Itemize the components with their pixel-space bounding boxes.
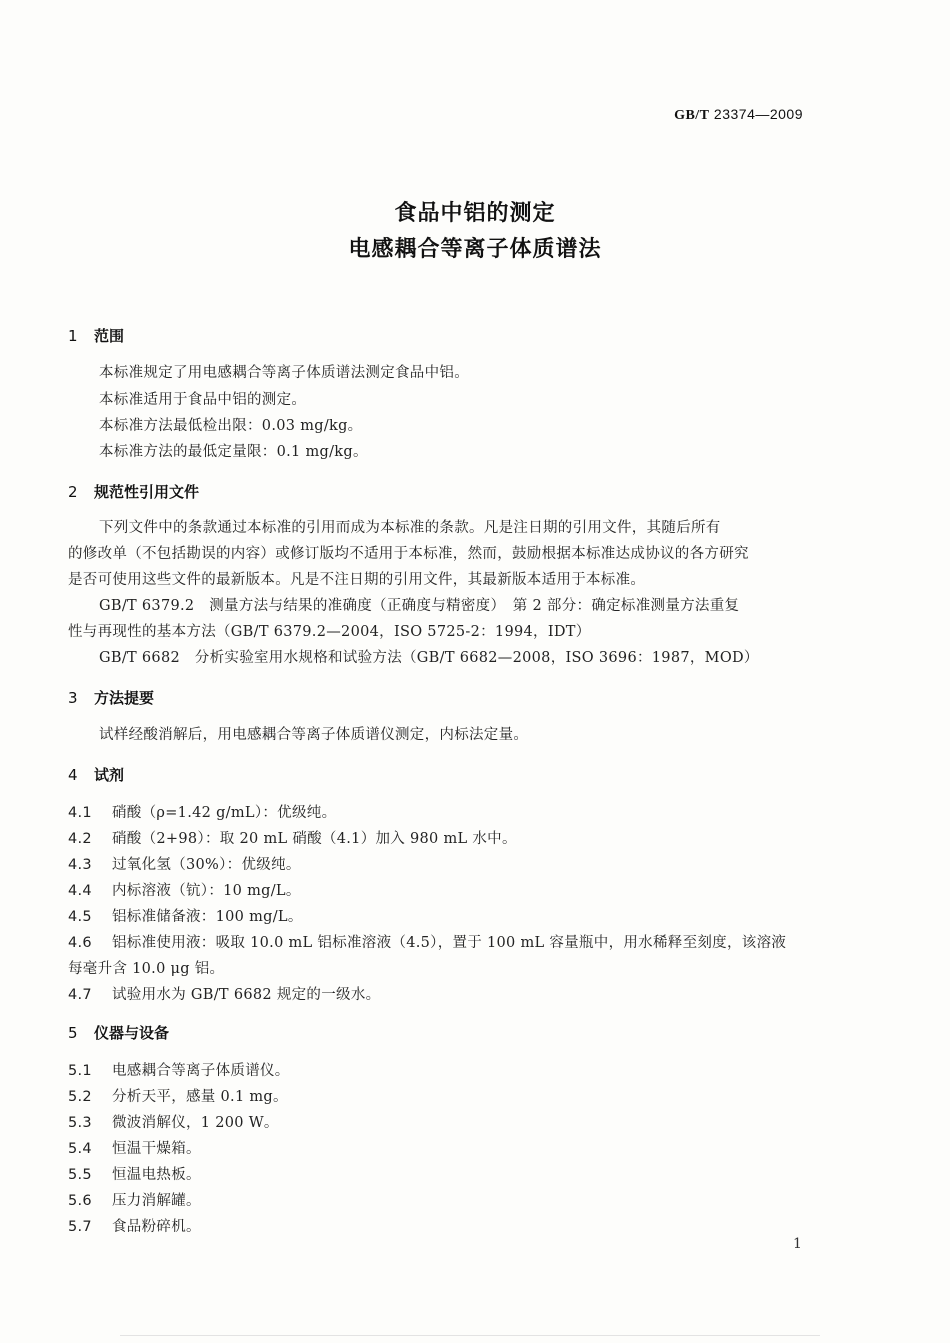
list-item xyxy=(68,1111,279,1132)
section-number: 2 xyxy=(68,483,78,501)
section-title: 规范性引用文件 xyxy=(94,483,200,501)
list-item-continuation: 每毫升含 10.0 μg 铝。 xyxy=(68,961,225,977)
list-item xyxy=(68,1137,201,1158)
list-item xyxy=(68,1189,201,1210)
standard-code xyxy=(674,106,803,124)
section-number: 5 xyxy=(68,1024,78,1042)
section-title: 仪器与设备 xyxy=(94,1024,170,1042)
reference-1-line-1: GB/T 6379.2 测量方法与结果的准确度（正确度与精密度） 第 2 部分：确定标准测量方法重复 xyxy=(99,598,740,614)
section-1-heading xyxy=(68,325,124,346)
section-3-para-1: 试样经酸消解后，用电感耦合等离子体质谱仪测定，内标法定量。 xyxy=(99,727,529,743)
item-number: 4.3 xyxy=(68,857,92,873)
section-number: 3 xyxy=(68,689,78,707)
section-number: 4 xyxy=(68,766,78,784)
section-2-para-line-3: 是否可使用这些文件的最新版本。凡是不注日期的引用文件，其最新版本适用于本标准。 xyxy=(68,572,646,588)
section-1-para-3: 本标准方法最低检出限：0.03 mg/kg。 xyxy=(99,418,363,434)
item-text: 压力消解罐。 xyxy=(112,1193,201,1209)
item-text: 恒温电热板。 xyxy=(112,1167,201,1183)
section-3-heading xyxy=(68,687,154,708)
item-number: 4.7 xyxy=(68,987,92,1003)
item-text: 微波消解仪，1 200 W。 xyxy=(112,1115,279,1131)
item-number: 5.6 xyxy=(68,1193,92,1209)
list-item xyxy=(68,853,301,874)
item-text: 过氧化氢（30%）：优级纯。 xyxy=(112,857,301,873)
item-number: 5.2 xyxy=(68,1089,92,1105)
section-title: 范围 xyxy=(94,327,125,345)
item-text: 硝酸（2+98）：取 20 mL 硝酸（4.1）加入 980 mL 水中。 xyxy=(112,831,517,847)
section-1-para-2: 本标准适用于食品中铝的测定。 xyxy=(99,392,307,408)
section-5-heading xyxy=(68,1022,169,1043)
standard-number: 23374—2009 xyxy=(713,106,803,122)
list-item xyxy=(68,1215,201,1236)
document-title-line2: 电感耦合等离子体质谱法 xyxy=(348,237,602,262)
item-text: 恒温干燥箱。 xyxy=(112,1141,201,1157)
list-item xyxy=(68,1163,201,1184)
reference-1-line-2: 性与再现性的基本方法（GB/T 6379.2—2004，ISO 5725-2：1994，IDT） xyxy=(68,624,591,640)
section-4-heading xyxy=(68,764,124,785)
item-text: 内标溶液（钪）：10 mg/L。 xyxy=(112,883,301,899)
section-number: 1 xyxy=(68,327,78,345)
item-number: 4.6 xyxy=(68,935,92,951)
item-number: 4.4 xyxy=(68,883,92,899)
section-1-para-4: 本标准方法的最低定量限：0.1 mg/kg。 xyxy=(99,444,368,460)
section-title: 试剂 xyxy=(94,766,125,784)
list-item xyxy=(68,827,517,848)
scan-edge-divider xyxy=(120,1335,820,1336)
item-text: 铝标准储备液：100 mg/L。 xyxy=(112,909,303,925)
item-text: 硝酸（ρ=1.42 g/mL）：优级纯。 xyxy=(112,805,337,821)
item-number: 5.5 xyxy=(68,1167,92,1183)
list-item xyxy=(68,905,303,926)
section-1-para-1: 本标准规定了用电感耦合等离子体质谱法测定食品中铝。 xyxy=(99,365,469,381)
item-number: 5.4 xyxy=(68,1141,92,1157)
standard-prefix: GB/T xyxy=(674,108,710,123)
item-text: 试验用水为 GB/T 6682 规定的一级水。 xyxy=(112,987,381,1003)
item-text: 电感耦合等离子体质谱仪。 xyxy=(112,1063,290,1079)
list-item xyxy=(68,1059,290,1080)
section-title: 方法提要 xyxy=(94,689,155,707)
page-number: 1 xyxy=(793,1236,802,1252)
list-item xyxy=(68,879,301,900)
section-2-para-line-2: 的修改单（不包括勘误的内容）或修订版均不适用于本标准，然而，鼓励根据本标准达成协议的各方研究 xyxy=(68,546,749,562)
item-number: 5.7 xyxy=(68,1219,92,1235)
document-title-line1: 食品中铝的测定 xyxy=(394,201,556,226)
item-number: 4.2 xyxy=(68,831,92,847)
section-2-heading xyxy=(68,481,199,502)
item-text: 分析天平，感量 0.1 mg。 xyxy=(112,1089,288,1105)
list-item xyxy=(68,931,786,952)
list-item xyxy=(68,983,380,1004)
item-number: 5.1 xyxy=(68,1063,92,1079)
section-2-para-line-1: 下列文件中的条款通过本标准的引用而成为本标准的条款。凡是注日期的引用文件，其随后所有 xyxy=(99,520,721,536)
item-number: 4.5 xyxy=(68,909,92,925)
item-number: 5.3 xyxy=(68,1115,92,1131)
list-item xyxy=(68,801,336,822)
reference-2: GB/T 6682 分析实验室用水规格和试验方法（GB/T 6682—2008，ISO 3696：1987，MOD） xyxy=(99,650,759,666)
list-item xyxy=(68,1085,288,1106)
item-text: 食品粉碎机。 xyxy=(112,1219,201,1235)
item-number: 4.1 xyxy=(68,805,92,821)
item-text: 铝标准使用液：吸取 10.0 mL 铝标准溶液（4.5），置于 100 mL 容量瓶中，用水稀释至刻度，该溶液 xyxy=(112,935,787,951)
